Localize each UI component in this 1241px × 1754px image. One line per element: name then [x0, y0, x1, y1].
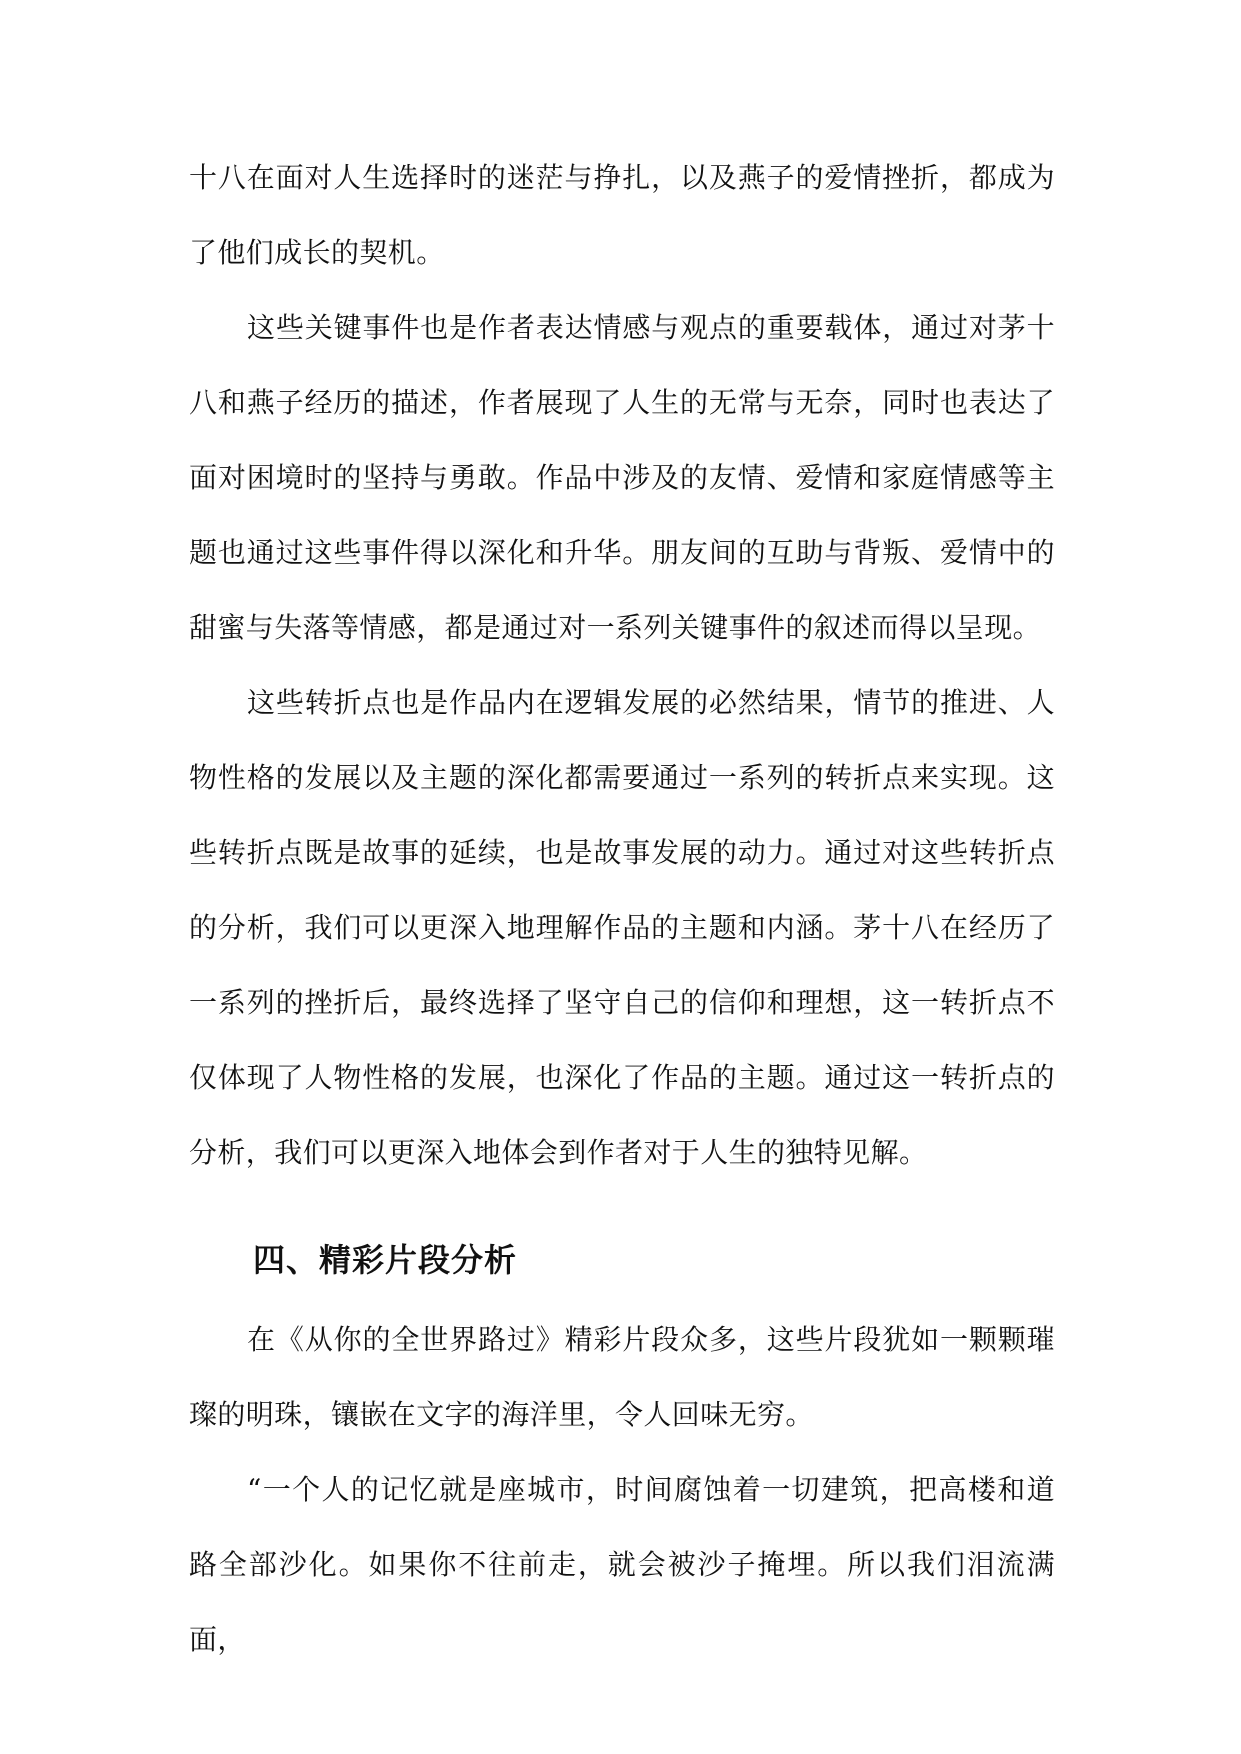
paragraph-highlights-intro: 在《从你的全世界路过》精彩片段众多，这些片段犹如一颗颗璀璨的明珠，镶嵌在文字的海洋里，令人回味无穷。 — [189, 1323, 1055, 1431]
paragraph-continuation: 十八在面对人生选择时的迷茫与挣扎，以及燕子的爱情挫折，都成为了他们成长的契机。 — [189, 161, 1055, 269]
paragraph-quote: “一个人的记忆就是座城市，时间腐蚀着一切建筑，把高楼和道路全部沙化。如果你不往前走，就会被沙子掩埋。所以我们泪流满面， — [189, 1473, 1055, 1656]
section-heading: 四、精彩片段分析 — [253, 1241, 518, 1279]
document-body — [189, 140, 1055, 1677]
paragraph-key-events: 这些关键事件也是作者表达情感与观点的重要载体，通过对茅十八和燕子经历的描述，作者展现了人生的无常与无奈，同时也表达了面对困境时的坚持与勇敢。作品中涉及的友情、爱情和家庭情感等主题也通过这些事件得以深化和升华。朋友间的互助与背叛、爱情中的甜蜜与失落等情感，都是通过对一系列关键事件的叙述而得以呈现。 — [189, 311, 1055, 644]
paragraph-turning-points: 这些转折点也是作品内在逻辑发展的必然结果，情节的推进、人物性格的发展以及主题的深化都需要通过一系列的转折点来实现。这些转折点既是故事的延续，也是故事发展的动力。通过对这些转折点的分析，我们可以更深入地理解作品的主题和内涵。茅十八在经历了一系列的挫折后，最终选择了坚守自己的信仰和理想，这一转折点不仅体现了人物性格的发展，也深化了作品的主题。通过这一转折点的分析，我们可以更深入地体会到作者对于人生的独特见解。 — [189, 686, 1055, 1169]
